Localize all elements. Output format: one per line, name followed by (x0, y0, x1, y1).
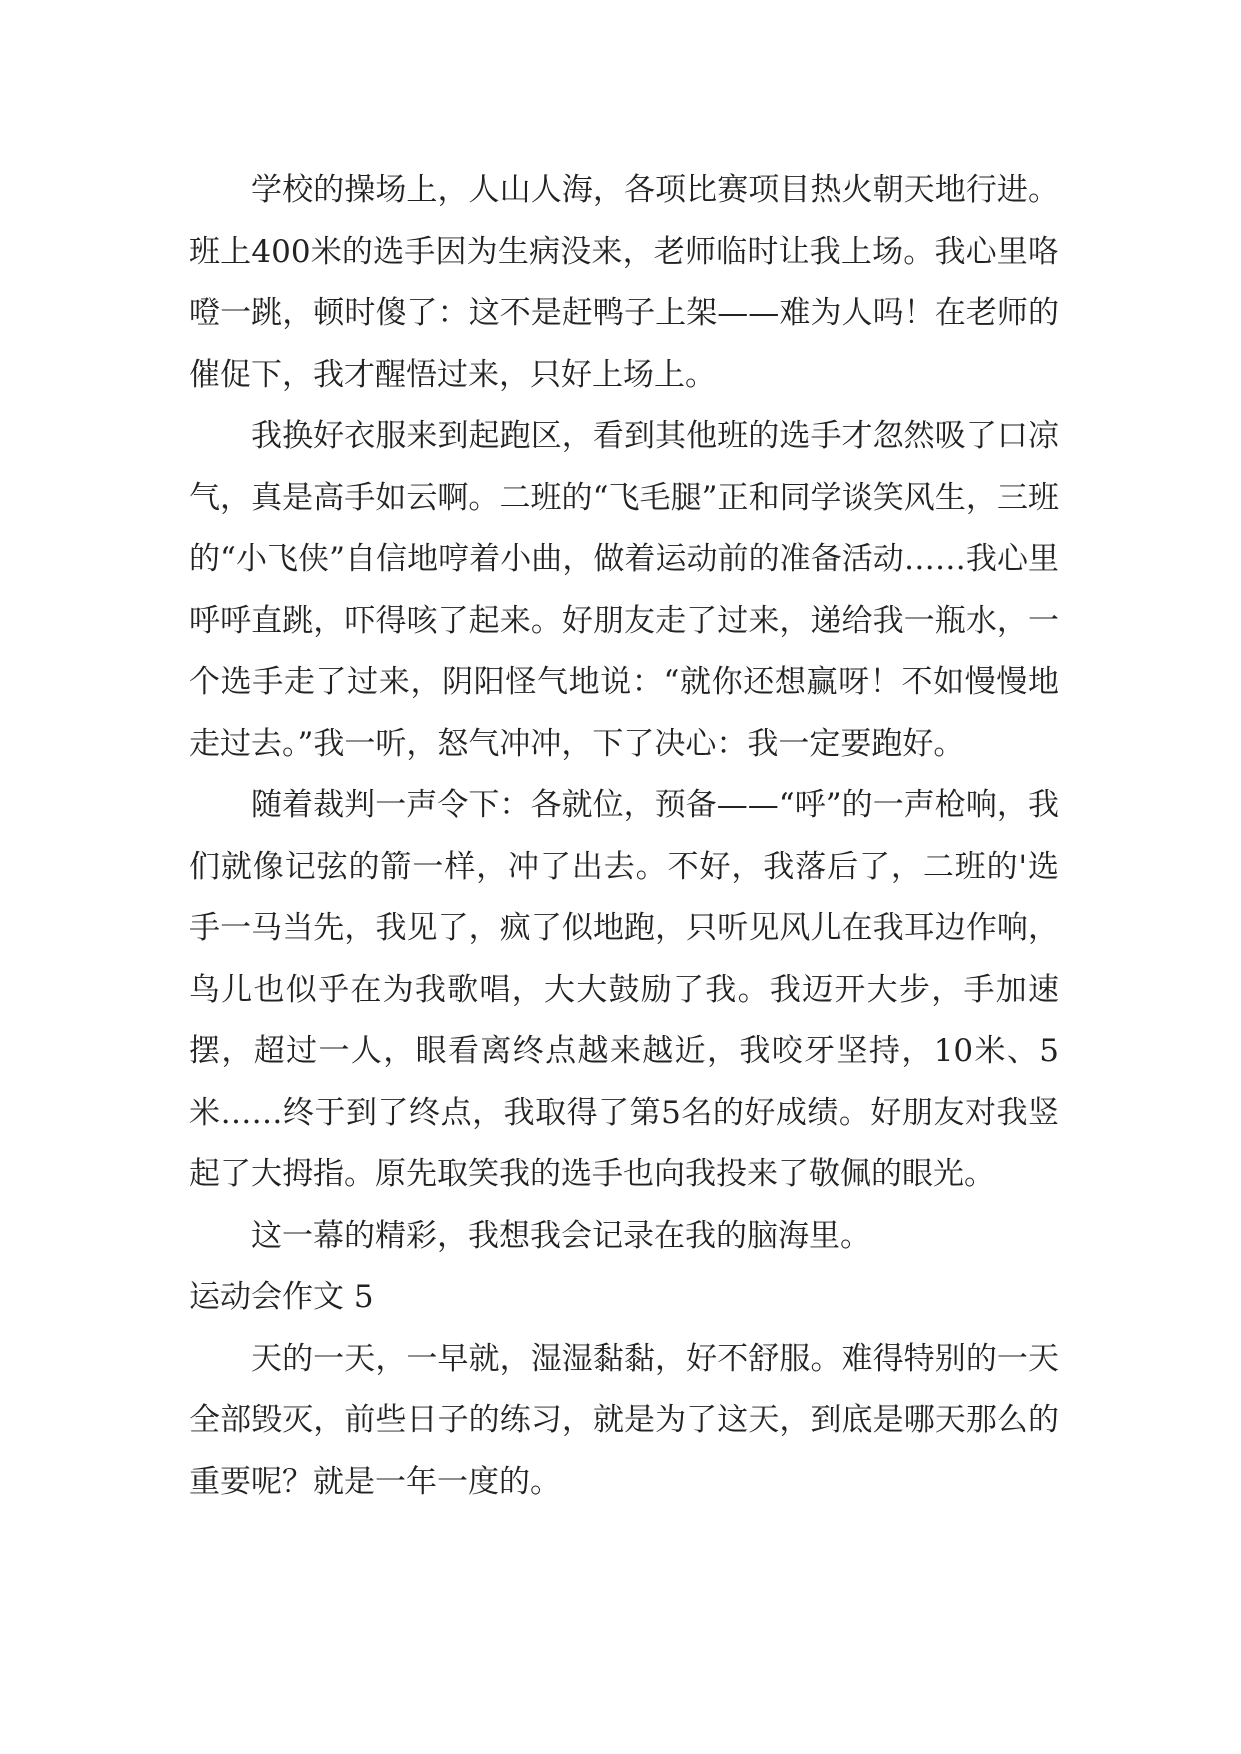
paragraph-3: 随着裁判一声令下：各就位，预备——“呼”的一声枪响，我们就像记弦的箭一样，冲了出去。不好，我落后了，二班的'选手一马当先，我见了，疯了似地跑，只听见风儿在我耳边作响，鸟儿也似乎在为我歌唱，大大鼓励了我。我迈开大步，手加速摆，超过一人，眼看离终点越来越近，我咬牙坚持，10米、5米……终于到了终点，我取得了第5名的好成绩。好朋友对我竖起了大拇指。原先取笑我的选手也向我投来了敬佩的眼光。 (189, 787, 1059, 1192)
paragraph-2: 我换好衣服来到起跑区，看到其他班的选手才忽然吸了口凉气，真是高手如云啊。二班的“飞毛腿”正和同学谈笑风生，三班的“小飞侠”自信地哼着小曲，做着运动前的准备活动……我心里呼呼直跳，吓得咳了起来。好朋友走了过来，递给我一瓶水，一个选手走了过来，阴阳怪气地说：“就你还想赢呀！不如慢慢地走过去。”我一听，怒气冲冲，下了决心：我一定要跑好。 (189, 418, 1059, 762)
essay-heading: 运动会作文 5 (189, 1279, 374, 1315)
essay-body (189, 160, 1059, 1513)
paragraph-1: 学校的操场上，人山人海，各项比赛项目热火朝天地行进。班上400米的选手因为生病没来，老师临时让我上场。我心里咯噔一跳，顿时傻了：这不是赶鸭子上架——难为人吗！在老师的催促下，我才醒悟过来，只好上场上。 (189, 172, 1059, 393)
paragraph-4: 这一幕的精彩，我想我会记录在我的脑海里。 (251, 1217, 871, 1254)
paragraph-5: 天的一天，一早就，湿湿黏黏，好不舒服。难得特别的一天全部毁灭，前些日子的练习，就是为了这天，到底是哪天那么的重要呢？就是一年一度的。 (189, 1340, 1059, 1500)
